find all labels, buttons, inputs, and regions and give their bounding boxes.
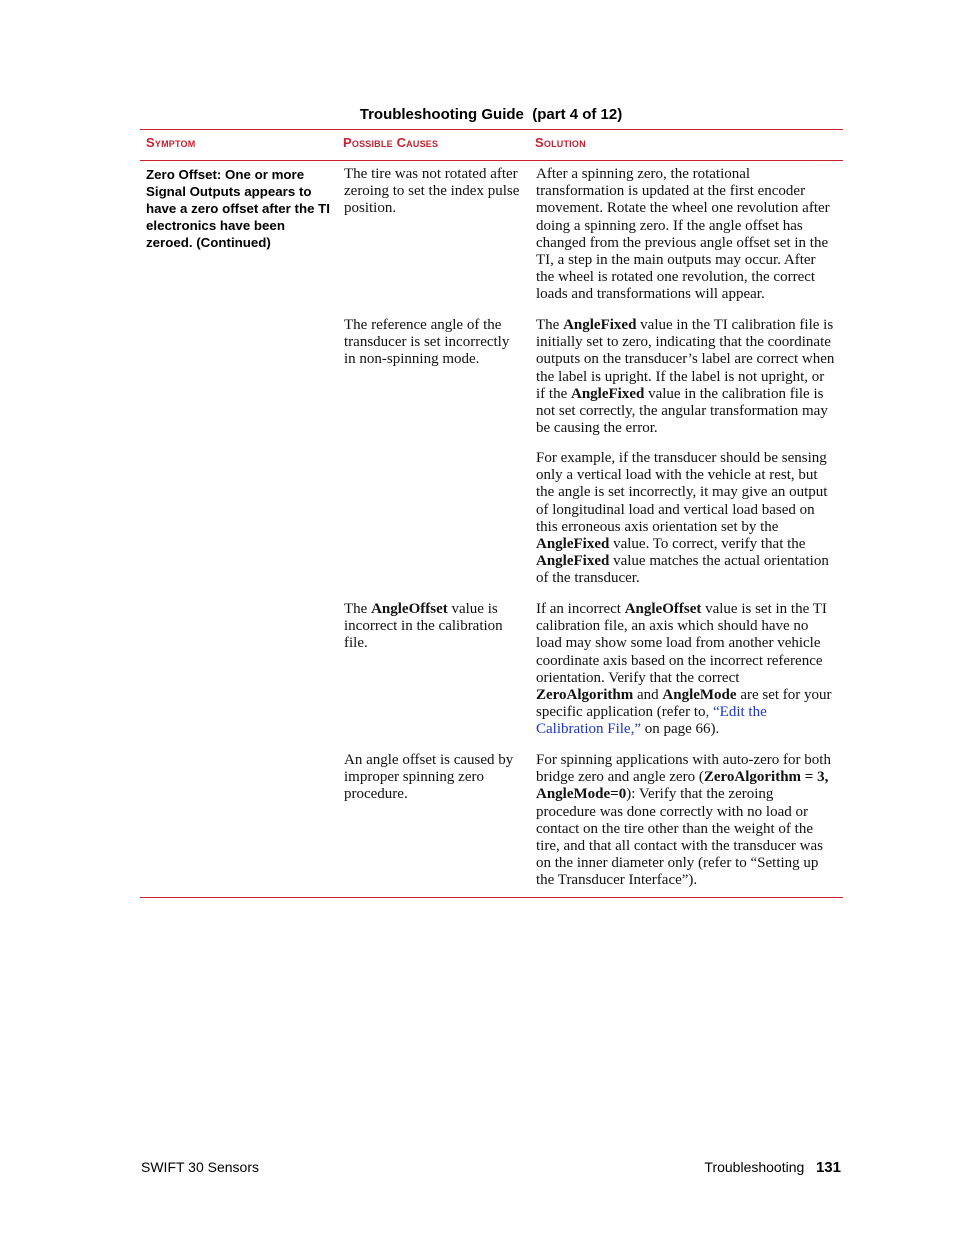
cause-3: The AngleOffset value is incorrect in the calibration file. xyxy=(344,601,503,652)
solution-2-paragraph-2: For example, if the transducer should be sensing only a vertical load with the vehicle at rest, but the angle is set incorrectly, it may give an output of longitudinal load and vertical load based on this erroneous axis orientation set by the AngleFixed value. To correct, verify that the AngleFixed value matches the actual orientation of the transducer. xyxy=(536,450,829,587)
term-anglefixed: AngleFixed xyxy=(536,553,610,570)
solution-3: If an incorrect AngleOffset value is set in the TI calibration file, an axis which should have no load may show some load from another vehicle coordinate axis based on the incorrect reference orientation. Verify that the correct ZeroAlgorithm and AngleMode are set for your specific application (refer to, “Edit the Calibration File,” on page 66). xyxy=(536,601,832,738)
page-number: 131 xyxy=(815,1159,841,1176)
term-anglefixed: AngleFixed xyxy=(536,536,610,553)
term-anglefixed: AngleFixed xyxy=(563,317,637,333)
term-angleoffset: AngleOffset xyxy=(371,601,448,617)
table-bottom-rule xyxy=(140,897,843,898)
term-angleoffset: AngleOffset xyxy=(624,601,702,617)
term-zero-settings: ZeroAlgorithm = 3, AngleMode=0 xyxy=(536,769,829,803)
solution-4: For spinning applications with auto-zero for both bridge zero and angle zero (ZeroAlgorithm = 3, AngleMode=0): Verify that the zeroing procedure was done correctly with no load or contact on the tire other than the weight of the tire, and that all contact with the transducer was on the inner diameter only (refer to “Setting up the Transducer Interface”). xyxy=(536,752,831,889)
table-top-rule xyxy=(140,129,843,130)
cause-2: The reference angle of the transducer is set incorrectly in non-spinning mode. xyxy=(344,317,510,368)
cause-1: The tire was not rotated after zeroing to set the index pulse position. xyxy=(344,166,520,217)
edit-calibration-file-link[interactable]: , “Edit the Calibration File,” xyxy=(536,704,767,738)
symptom-text: Zero Offset: One or more Signal Outputs appears to have a zero offset after the TI electronics have been zeroed. (Continued) xyxy=(146,167,330,251)
cause-4: An angle offset is caused by improper spinning zero procedure. xyxy=(344,752,514,803)
term-anglefixed: AngleFixed xyxy=(571,385,645,402)
term-anglemode: AngleMode xyxy=(662,687,737,704)
header-bottom-rule xyxy=(140,160,843,161)
footer-section: Troubleshooting xyxy=(704,1159,805,1175)
term-zeroalgorithm: ZeroAlgorithm xyxy=(536,687,634,704)
footer-document-title: SWIFT 30 Sensors xyxy=(141,1159,260,1175)
solution-2-paragraph-1: The AngleFixed value in the TI calibration file is initially set to zero, indicating that the coordinate outputs on the transducer’s label are correct when the label is upright. If the label is not upright, or if the AngleFixed value in the calibration file is not set correctly, the angular transformation may be causing the error. xyxy=(536,317,835,437)
footer-right xyxy=(704,1159,841,1176)
header-symptom: Symptom xyxy=(146,135,196,150)
header-solution: Solution xyxy=(535,135,586,150)
header-possible-causes: Possible Causes xyxy=(343,135,439,150)
table-caption: Troubleshooting Guide (part 4 of 12) xyxy=(359,106,623,123)
solution-1: After a spinning zero, the rotational transformation is updated at the first encoder movement. Rotate the wheel one revolution after doing a spinning zero. If the angle offset has changed from the previous angle offset set in the TI, a step in the main outputs may occur. After the wheel is rotated one revolution, the correct loads and transformations will appear. xyxy=(536,166,830,303)
